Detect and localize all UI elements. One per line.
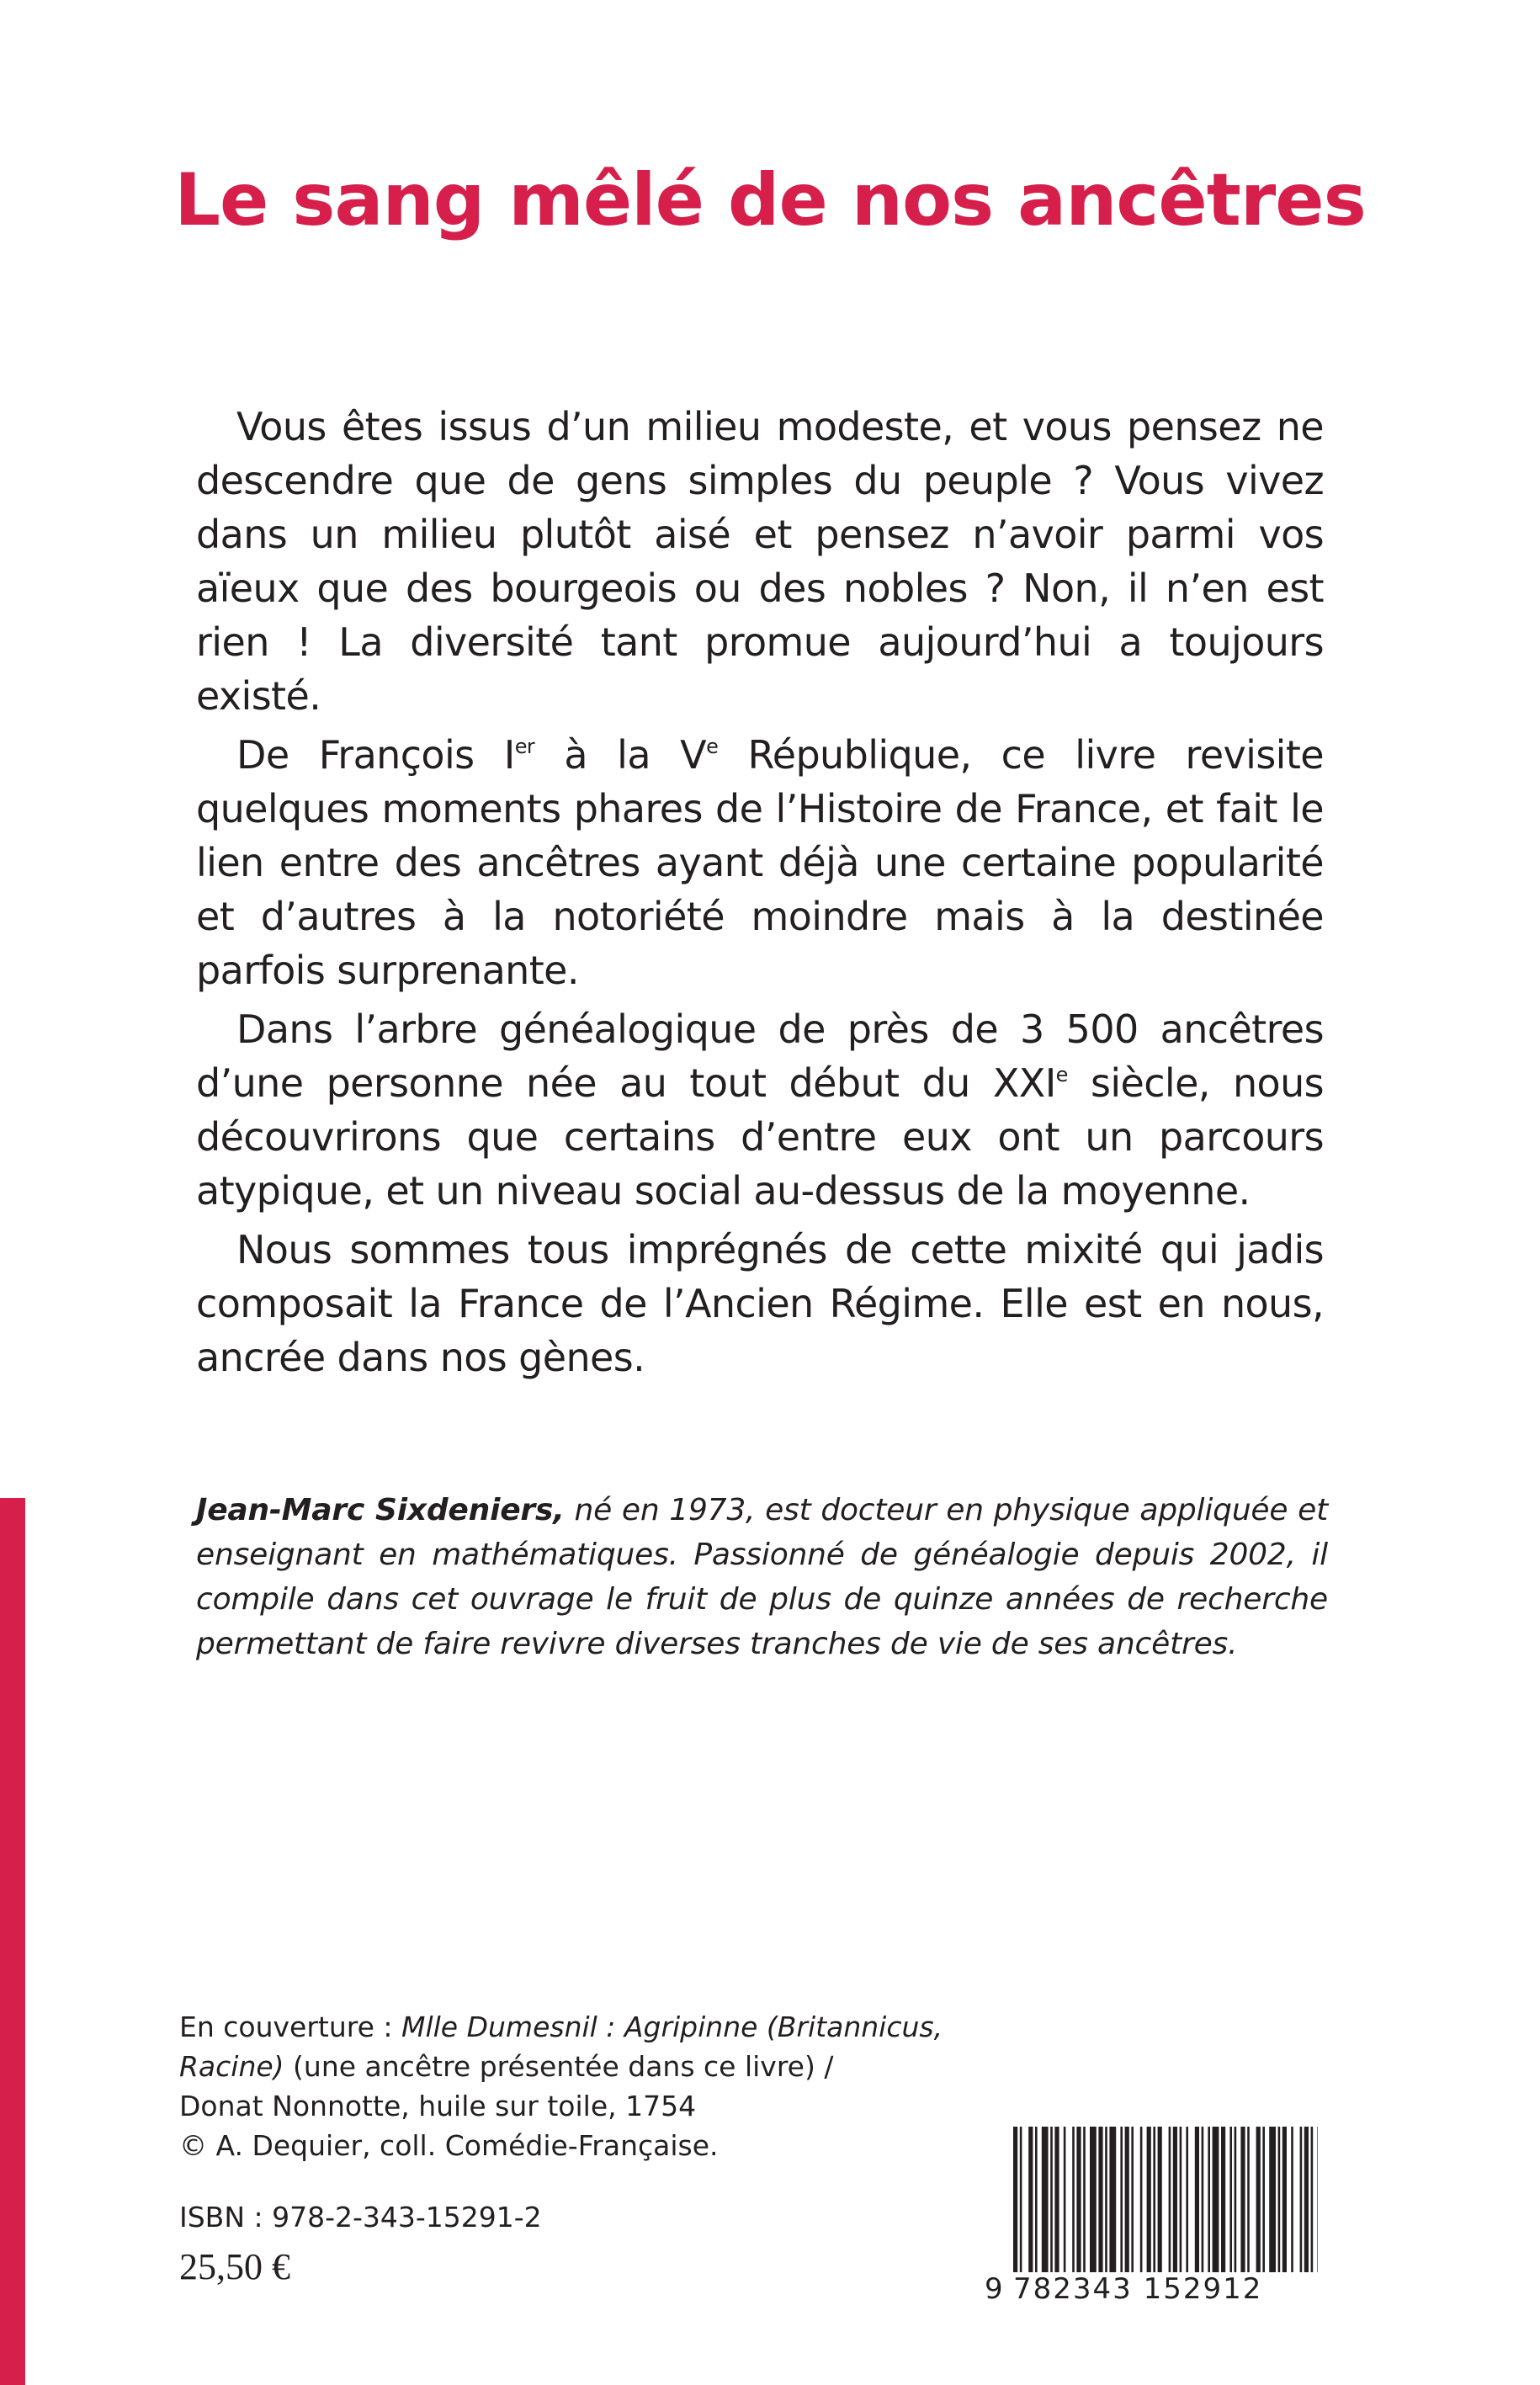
barcode-bar: [1064, 2127, 1066, 2278]
blurb-paragraph-4: Nous sommes tous imprégnés de cette mixité qui jadis composait la France de l’Ancien Régime. Elle est en nous, ancrée dans nos gènes.: [196, 1227, 1324, 1380]
isbn: ISBN : 978-2-343-15291-2: [179, 2201, 542, 2234]
barcode-bar: [1221, 2127, 1225, 2278]
barcode-bar: [1109, 2127, 1116, 2278]
blurb-paragraph-3: Dans l’arbre généalogique de près de 3 500 ancêtres d’une personne née au tout début du XXIe siècle, nous découvrirons que certains d’entre eux ont un parcours atypique, et un niveau social au-dessus de la moyenne.: [196, 1007, 1324, 1214]
barcode-bar: [1020, 2127, 1022, 2278]
barcode-bar: [1125, 2127, 1129, 2278]
author-bio-text: né en 1973, est docteur en physique appliquée et enseignant en mathématiques. Passionné de généalogie depuis 2002, il compile dans cet ouvrage le fruit de plus de quinze années de recherche permettant de faire revivre diverses tranches de vie de ses ancêtres.: [196, 1493, 1328, 1661]
barcode-bar: [1050, 2127, 1053, 2278]
barcode-bar: [1131, 2127, 1134, 2278]
cover-credits: [179, 2007, 1004, 2165]
barcode-bar: [1042, 2127, 1049, 2278]
barcode-bar: [1202, 2127, 1204, 2278]
barcode-bar: [1262, 2127, 1265, 2278]
credits-note: (une ancêtre présentée dans ce livre) /: [284, 2050, 834, 2083]
barcode-bar: [1147, 2127, 1151, 2278]
barcode-bar: [1278, 2127, 1281, 2278]
barcode-bar: [1229, 2127, 1232, 2278]
barcode-bar: [1304, 2127, 1309, 2278]
blurb: [196, 400, 1324, 1389]
author-bio: [196, 1488, 1328, 1666]
credits-prefix: En couverture :: [179, 2011, 401, 2043]
credits-artwork-cont: Racine): [179, 2050, 284, 2083]
barcode-bar: [1317, 2127, 1318, 2278]
barcode-bar: [1208, 2127, 1210, 2278]
barcode-bar: [1240, 2127, 1245, 2278]
barcode-bar: [1153, 2127, 1155, 2278]
barcode: [1013, 2127, 1318, 2345]
barcode-bar: [1120, 2127, 1123, 2278]
barcode-bar: [1213, 2127, 1219, 2278]
author-name: Jean-Marc Sixdeniers,: [196, 1493, 565, 1527]
credits-copyright: © A. Dequier, coll. Comédie-Française.: [179, 2129, 719, 2162]
barcode-bar: [1195, 2127, 1199, 2278]
credits-artwork: Mlle Dumesnil : Agripinne (Britannicus,: [401, 2011, 943, 2043]
accent-side-bar: [0, 1498, 25, 2385]
barcode-bar: [1186, 2127, 1188, 2278]
blurb-paragraph-2: De François Ier à la Ve République, ce livre revisite quelques moments phares de l’Histoire de France, et fait le lien entre des ancêtres ayant déjà une certaine popularité et d’autres à la notoriété moindre mais à la destinée parfois surprenante.: [196, 732, 1325, 993]
barcode-bar: [1098, 2127, 1102, 2278]
barcode-bar: [1169, 2127, 1171, 2278]
barcode-bar: [1269, 2127, 1276, 2278]
barcode-bar: [1173, 2127, 1177, 2278]
credits-painter: Donat Nonnotte, huile sur toile, 1754: [179, 2090, 697, 2122]
barcode-number: 782343 152912: [1013, 2272, 1263, 2306]
book-title: Le sang mêlé de nos ancêtres: [174, 158, 1366, 242]
barcode-bar: [1311, 2127, 1314, 2278]
barcode-bar: [1300, 2127, 1303, 2278]
barcode-bar: [1090, 2127, 1097, 2278]
barcode-bar: [1076, 2127, 1081, 2278]
barcode-bar: [1072, 2127, 1075, 2278]
barcode-bar: [1282, 2127, 1287, 2278]
barcode-bar: [1028, 2127, 1033, 2278]
barcode-bar: [1013, 2127, 1017, 2278]
barcode-bar: [1256, 2127, 1261, 2278]
barcode-bar: [1180, 2127, 1182, 2278]
barcode-bars: [1013, 2127, 1318, 2278]
barcode-digits: [985, 2272, 1321, 2306]
barcode-bar: [1054, 2127, 1059, 2278]
barcode-bar: [1235, 2127, 1237, 2278]
blurb-paragraph-1: Vous êtes issus d’un milieu modeste, et vous pensez ne descendre que de gens simples du peuple ? Vous vivez dans un milieu plutôt aisé et pensez n’avoir parmi vos aïeux que des bourgeois ou des nobles ? Non, il n’en est rien ! La diversité tant promue aujourd’hui a toujours existé.: [196, 404, 1324, 719]
barcode-first-digit: 9: [985, 2272, 1005, 2306]
barcode-bar: [1158, 2127, 1162, 2278]
barcode-bar: [1247, 2127, 1250, 2278]
barcode-bar: [1035, 2127, 1038, 2278]
barcode-bar: [1083, 2127, 1086, 2278]
price: 25,50 €: [179, 2246, 290, 2287]
barcode-bar: [1105, 2127, 1107, 2278]
barcode-bar: [1291, 2127, 1293, 2278]
barcode-bar: [1140, 2127, 1143, 2278]
